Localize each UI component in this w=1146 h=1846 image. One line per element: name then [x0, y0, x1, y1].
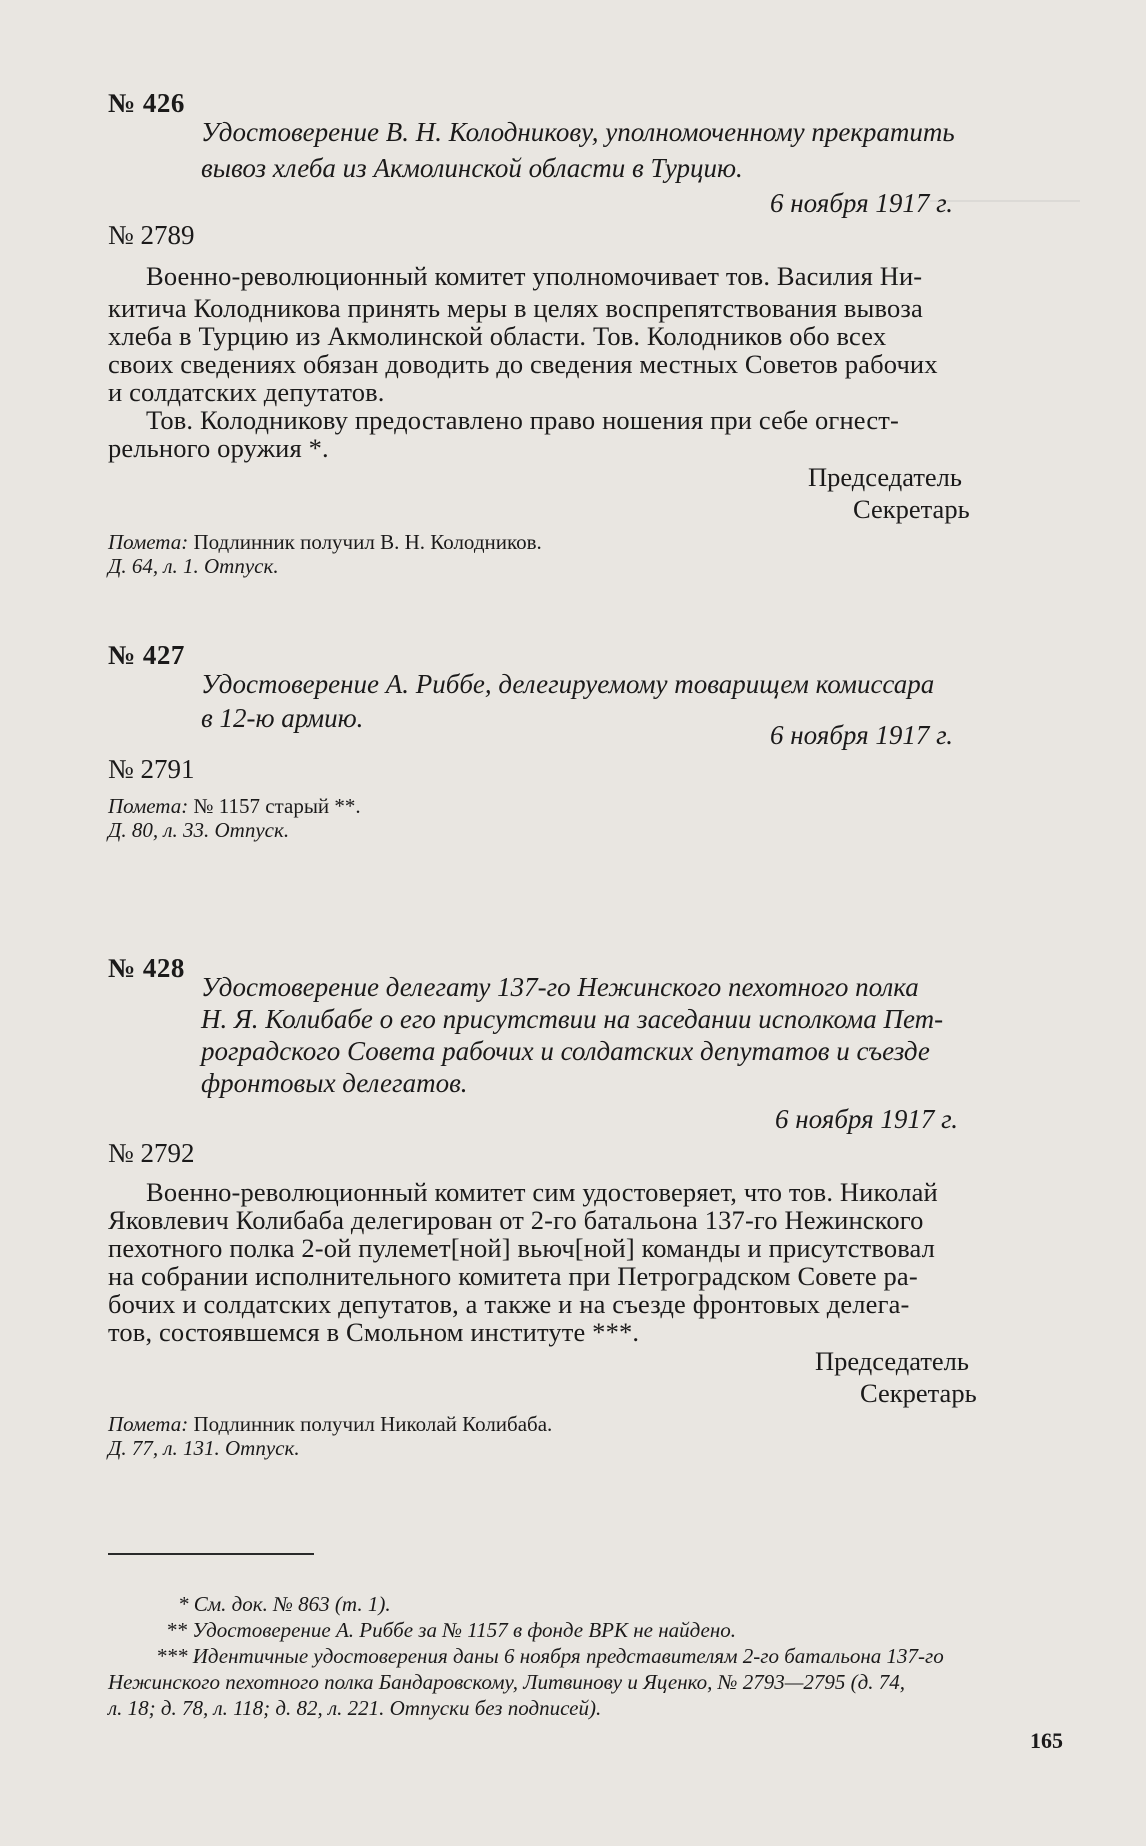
doc-426-docnum: № 2789: [108, 220, 195, 250]
doc-426-body-line-6: Тов. Колодникову предоставлено право ношения при себе огнест-: [146, 405, 899, 435]
doc-426-body-line-5: и солдатских депутатов.: [108, 377, 385, 407]
footnote-3-continuation-2: л. 18; д. 78, л. 118; д. 82, л. 221. Отпуски без подписей).: [108, 1696, 602, 1720]
doc-427-note: [108, 792, 361, 820]
footnote-3-continuation-1: Нежинского пехотного полка Бандаровскому, Литвинову и Яценко, № 2793—2795 (д. 74,: [108, 1670, 906, 1694]
footnote-1-text: См. док. № 863 (т. 1).: [193, 1592, 391, 1616]
doc-428-note-label: Помета:: [108, 1412, 189, 1436]
doc-428-note: [108, 1410, 552, 1438]
footnote-3-text: Идентичные удостоверения даны 6 ноября представителям 2-го батальона 137-го: [192, 1644, 944, 1668]
doc-427-docnum: № 2791: [108, 754, 195, 784]
doc-426-note-text: Подлинник получил В. Н. Колодников.: [193, 530, 542, 554]
doc-426-number: № 426: [108, 88, 185, 118]
footnote-1-mark: *: [178, 1592, 189, 1616]
footnote-divider: [108, 1553, 314, 1555]
footnote-3-mark: ***: [156, 1644, 188, 1668]
footnote-2-mark: **: [166, 1618, 187, 1642]
footnote-2-text: Удостоверение А. Риббе за № 1157 в фонде ВРК не найдено.: [192, 1618, 736, 1642]
footnote-2: [166, 1616, 736, 1645]
doc-428-title-line-4: фронтовых делегатов.: [201, 1068, 468, 1098]
doc-426-body-line-2: китича Колодникова принять меры в целях воспрепятствования вывоза: [108, 293, 923, 323]
doc-428-chair: Председатель: [815, 1346, 969, 1376]
doc-426-archive: Д. 64, л. 1. Отпуск.: [108, 554, 279, 578]
doc-426-date: 6 ноября 1917 г.: [770, 188, 954, 218]
doc-426-body-line-1: Военно-революционный комитет уполномочивает тов. Василия Ни-: [146, 261, 923, 291]
doc-428-body-line-1: Военно-революционный комитет сим удостоверяет, что тов. Николай: [146, 1177, 938, 1207]
doc-427-date: 6 ноября 1917 г.: [770, 720, 954, 750]
doc-428-number: № 428: [108, 953, 185, 983]
doc-428-title-line-3: роградского Совета рабочих и солдатских депутатов и съезде: [201, 1036, 930, 1066]
doc-428-docnum: № 2792: [108, 1138, 195, 1168]
doc-428-body-line-3: пехотного полка 2-ой пулемет[ной] вьюч[ной] команды и присутствовал: [108, 1233, 936, 1263]
doc-426-note: [108, 528, 542, 556]
doc-427-title-line-2: в 12-ю армию.: [201, 703, 364, 733]
doc-426-body-line-3: хлеба в Турцию из Акмолинской области. Тов. Колодников обо всех: [108, 321, 887, 351]
doc-426-secretary: Секретарь: [853, 494, 970, 524]
footnote-1: [178, 1590, 391, 1619]
doc-428-archive: Д. 77, л. 131. Отпуск.: [108, 1436, 300, 1460]
doc-427-archive: Д. 80, л. 33. Отпуск.: [108, 818, 290, 842]
doc-428-title-line-1: Удостоверение делегату 137-го Нежинского пехотного полка: [201, 972, 919, 1002]
doc-428-date: 6 ноября 1917 г.: [775, 1104, 959, 1134]
doc-426-chair: Председатель: [808, 462, 962, 492]
doc-427-note-label: Помета:: [108, 794, 189, 818]
page-number: 165: [1030, 1728, 1063, 1753]
doc-427-number: № 427: [108, 640, 185, 670]
doc-426-body-line-4: своих сведениях обязан доводить до сведения местных Советов рабочих: [108, 349, 938, 379]
doc-428-title-line-2: Н. Я. Колибабе о его присутствии на заседании исполкома Пет-: [201, 1004, 944, 1034]
doc-428-body-line-4: на собрании исполнительного комитета при Петроградском Совете ра-: [108, 1261, 918, 1291]
doc-428-note-text: Подлинник получил Николай Колибаба.: [193, 1412, 553, 1436]
doc-426-note-label: Помета:: [108, 530, 189, 554]
doc-428-body-line-5: бочих и солдатских депутатов, а также и на съезде фронтовых делега-: [108, 1289, 910, 1319]
doc-428-body-line-2: Яковлевич Колибаба делегирован от 2-го батальона 137-го Нежинского: [108, 1205, 924, 1235]
doc-427-title-line-1: Удостоверение А. Риббе, делегируемому товарищем комиссара: [201, 669, 935, 699]
doc-426-title-line-2: вывоз хлеба из Акмолинской области в Турцию.: [201, 153, 743, 183]
doc-427-note-text: № 1157 старый **.: [193, 794, 361, 818]
doc-428-body-line-6: тов, состоявшемся в Смольном институте ***.: [108, 1317, 640, 1347]
doc-428-secretary: Секретарь: [860, 1378, 977, 1408]
footnote-3: [156, 1642, 944, 1671]
doc-426-title-line-1: Удостоверение В. Н. Колодникову, уполномоченному прекратить: [201, 117, 955, 147]
doc-426-body-line-7: рельного оружия *.: [108, 433, 329, 463]
